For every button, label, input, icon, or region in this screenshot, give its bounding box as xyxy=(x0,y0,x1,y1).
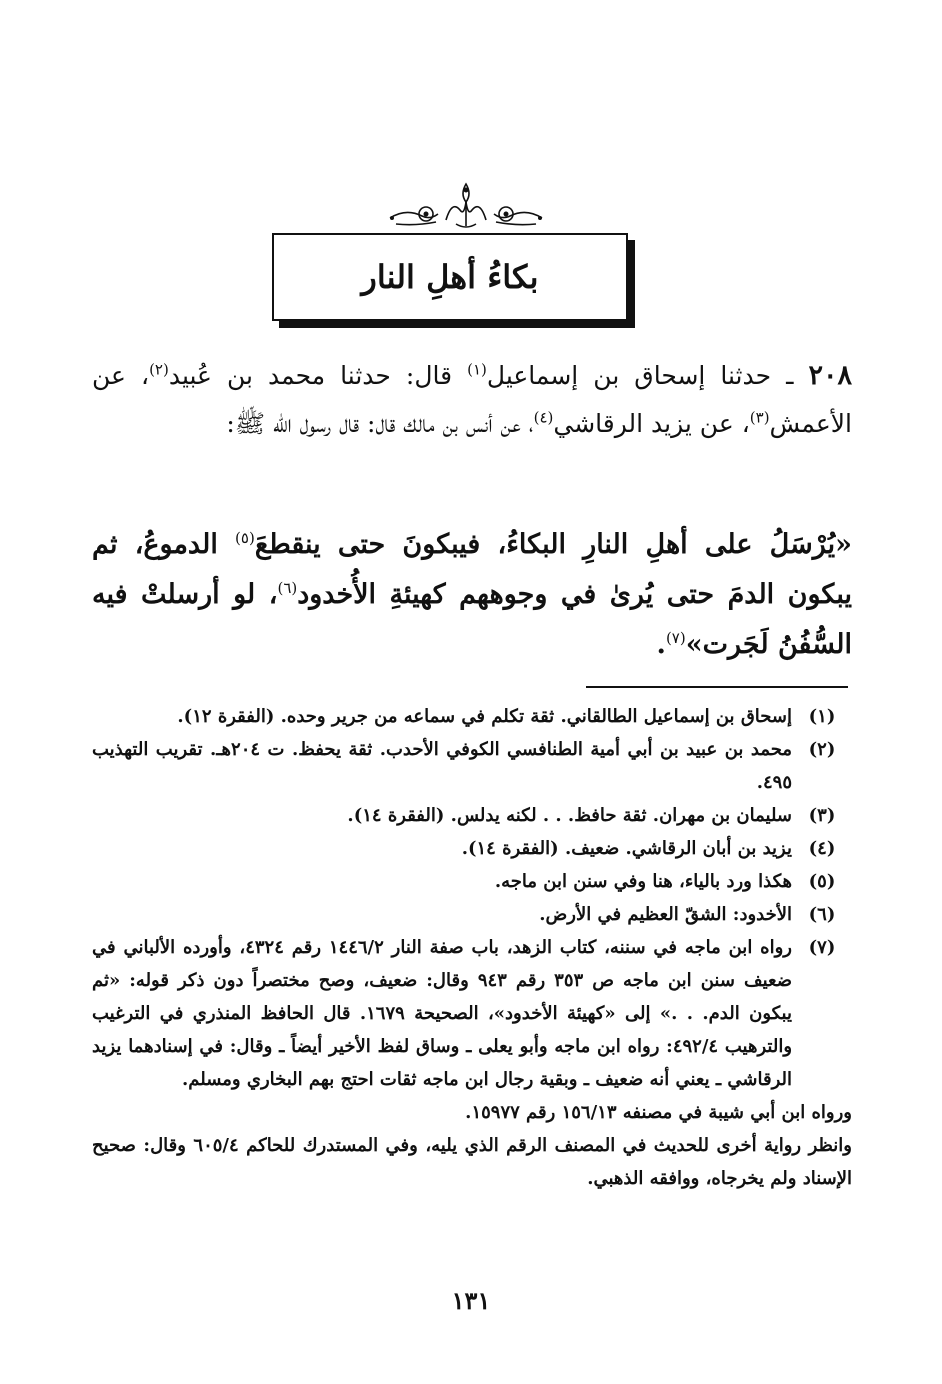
matn-segment: ، لو أرسلتْ فيه السُّفُنُ لَجَرت» xyxy=(92,579,852,660)
footnote-ref: (٧) xyxy=(665,629,686,647)
footnote-text: رواه ابن ماجه في سننه، كتاب الزهد، باب صفة النار ١٤٤٦/٢ رقم ٤٣٢٤، وأورده الألباني في ضعيف سنن ابن ماجه ص ٣٥٣ رقم ٩٤٣ وقال: ضعيف، وصح مختصراً دون ذكر قوله: «ثم يبكون الدم. . .» إلى «كهيئة الأخدود»، الصحيحة ١٦٧٩. قال الحافظ المنذري في الترغيب والترهيب ٤٩٢/٤: رواه ابن ماجه وأبو يعلى ـ وساق لفظ الأخير أيضاً ـ وقال: في إسنادهما يزيد الرقاشي ـ يعني أنه ضعيف ـ وبقية رجال ابن ماجه ثقات احتج بهم البخاري ومسلم. xyxy=(92,937,793,1090)
footnote-item xyxy=(92,898,852,931)
hadith-text-segment: ، عن يزيد الرقاشي xyxy=(553,409,750,438)
chapter-title-box xyxy=(272,233,628,321)
footnote-number: (٧) xyxy=(808,937,836,958)
footnote-item xyxy=(92,799,852,832)
footnote-text: إسحاق بن إسماعيل الطالقاني. ثقة تكلم في سماعه من جرير وحده. (الفقرة ١٢). xyxy=(177,706,792,727)
hadith-text-segment: قال: حدثنا محمد بن عُبيد xyxy=(168,361,468,390)
hadith-matn xyxy=(92,520,852,670)
footnote-text: محمد بن عبيد بن أبي أمية الطنافسي الكوفي الأحدب. ثقة يحفظ. ت ٢٠٤هـ. تقريب التهذيب ٤٩٥. xyxy=(92,739,792,793)
footnote-number: (٣) xyxy=(808,805,836,826)
footnote-divider xyxy=(586,686,848,688)
hadith-text-segment: ـ حدثنا إسحاق بن إسماعيل xyxy=(486,361,809,390)
hadith-chain xyxy=(92,352,852,448)
footnote-number: (٥) xyxy=(808,871,836,892)
footnotes xyxy=(92,700,852,1195)
page-number: ١٣١ xyxy=(451,1286,491,1315)
footnote-continuation: ورواه ابن أبي شيبة في مصنفه ١٥٦/١٣ رقم ١٥٩٧٧. xyxy=(465,1102,852,1123)
matn-segment: «يُرْسَلُ على أهلِ النارِ البكاءُ، فيبكونَ حتى ينقطعَ xyxy=(254,529,853,560)
footnote-number: (٢) xyxy=(808,739,836,760)
footnote-ref: (٣) xyxy=(749,408,770,427)
footnote-ref: (٥) xyxy=(235,529,255,547)
footnote-continuation: وانظر رواية أخرى للحديث في المصنف الرقم الذي يليه، وفي المستدرك للحاكم ٦٠٥/٤ وقال: صحيح الإسناد ولم يخرجاه، ووافقه الذهبي. xyxy=(92,1135,852,1189)
chapter-title: بكاءُ أهلِ النار xyxy=(361,258,539,296)
footnote-ref: (٦) xyxy=(277,579,298,597)
hadith-text-segment: ، عن أنس بن مالك قال: قال رسول الله ﷺ: xyxy=(226,409,534,438)
footnote-item xyxy=(92,931,852,1096)
footnote-text: يزيد بن أبان الرقاشي. ضعيف. (الفقرة ١٤). xyxy=(461,838,792,859)
footnote-item xyxy=(92,865,852,898)
hadith-text-segment: ، عن الأعمش xyxy=(92,361,852,438)
footnote-item xyxy=(92,832,852,865)
hadith-number: ٢٠٨ xyxy=(808,360,852,391)
footnote-item xyxy=(92,700,852,733)
footnote-number: (٦) xyxy=(808,904,836,925)
footnote-ref: (١) xyxy=(467,360,487,379)
footnote-ref: (٢) xyxy=(149,360,169,379)
footnote-item xyxy=(92,733,852,799)
footnote-text: هكذا ورد بالياء، هنا وفي سنن ابن ماجه. xyxy=(494,871,792,892)
footnote-ref: (٤) xyxy=(533,408,554,427)
footnote-number: (٤) xyxy=(808,838,836,859)
footnote-number: (١) xyxy=(808,706,836,727)
footnote-text: الأخدود: الشقّ العظيم في الأرض. xyxy=(539,904,792,925)
floral-ornament-icon xyxy=(386,180,546,232)
matn-segment: . xyxy=(656,629,666,660)
matn-segment: الدموعُ، ثم يبكون الدمَ حتى يُرىٰ في وجوههم كهيئةِ الأُخدود xyxy=(92,529,853,610)
footnote-text: سليمان بن مهران. ثقة حافظ. . . لكنه يدلس. (الفقرة ١٤). xyxy=(347,805,792,826)
